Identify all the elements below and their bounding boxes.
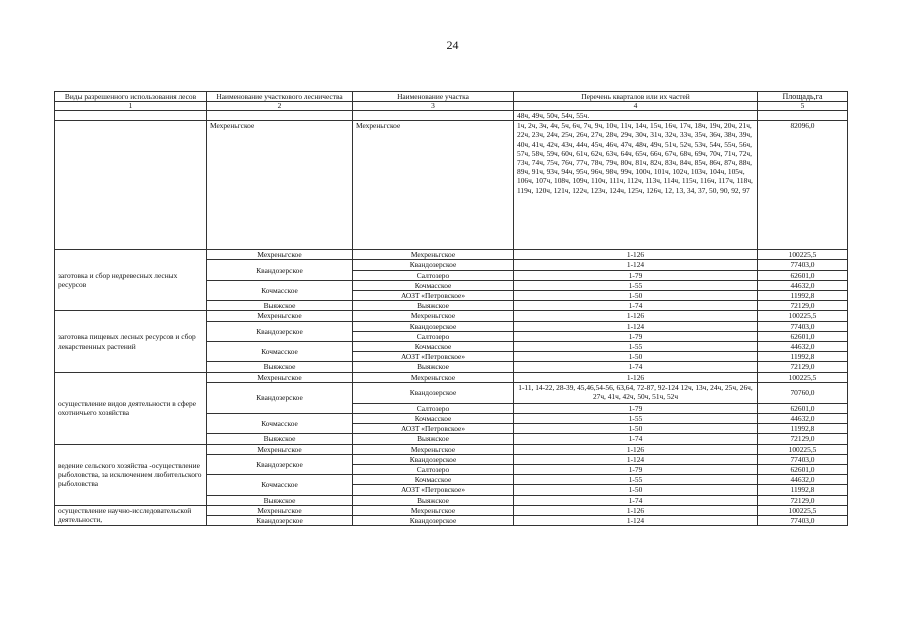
area-cell: 62601,0	[758, 331, 848, 341]
forestry-cell: Квандозерское	[207, 260, 353, 280]
site-cell: Мехреньгское	[353, 311, 514, 321]
table-header-row	[55, 92, 848, 102]
col-number: 1	[55, 102, 207, 111]
quarters-cell: 1-79	[514, 270, 758, 280]
quarters-cell: 1-126	[514, 444, 758, 454]
quarters-cell: 1-124	[514, 260, 758, 270]
site-cell: Мехреньгское	[353, 505, 514, 515]
forestry-cell: Мехреньгское	[207, 372, 353, 382]
quarters-cell: 1-55	[514, 414, 758, 424]
quarters-cell: 1-50	[514, 424, 758, 434]
header-site: Наименование участка	[353, 92, 514, 102]
forestry-cell: Мехреньгское	[207, 121, 353, 250]
quarters-cell: 1-74	[514, 362, 758, 372]
site-cell: Выяжское	[353, 495, 514, 505]
quarters-cell: 1-55	[514, 342, 758, 352]
forestry-cell: Квандозерское	[207, 382, 353, 413]
table-row	[55, 505, 848, 515]
site-cell: АОЗТ «Петровское»	[353, 485, 514, 495]
page-number: 24	[446, 38, 459, 52]
area-cell: 44632,0	[758, 475, 848, 485]
quarters-cell: 1-126	[514, 372, 758, 382]
quarters-cell: 1-79	[514, 403, 758, 413]
forestry-cell: Выяжское	[207, 362, 353, 372]
use-type-cell: заготовка и сбор недревесных лесных ресурсов	[55, 250, 207, 311]
area-cell: 77403,0	[758, 260, 848, 270]
header-quarters: Перечень кварталов или их частей	[514, 92, 758, 102]
quarters-cell: 1-74	[514, 434, 758, 444]
area-cell: 100225,5	[758, 444, 848, 454]
site-cell: Квандозерское	[353, 382, 514, 403]
header-forestry: Наименование участкового лесничества	[207, 92, 353, 102]
quarters-cell: 1-126	[514, 505, 758, 515]
forestry-cell: Квандозерское	[207, 516, 353, 526]
forestry-cell: Квандозерское	[207, 321, 353, 341]
area-cell: 11992,8	[758, 352, 848, 362]
quarters-cell: 1-74	[514, 301, 758, 311]
quarters-cell: 1ч, 2ч, 3ч, 4ч, 5ч, 6ч, 7ч, 9ч, 10ч, 11ч, 14ч, 15ч, 16ч, 17ч, 18ч, 19ч, 20ч, 21ч, 22ч, 23ч, 24ч, 25ч, 26ч, 27ч, 28ч, 29ч, 30ч, 31ч, 32ч, 33ч, 35ч, 36ч, 38ч, 39ч, 40ч, 41ч, 42ч, 43ч, 44ч, 45ч, 46ч, 47ч, 48ч, 49ч, 51ч, 52ч, 53ч, 54ч, 55ч, 56ч, 57ч, 58ч, 59ч, 60ч, 61ч, 62ч, 63ч, 64ч, 65ч, 66ч, 67ч, 68ч, 69ч, 70ч, 71ч, 72ч, 73ч, 74ч, 75ч, 76ч, 77ч, 78ч, 79ч, 80ч, 81ч, 82ч, 83ч, 84ч, 85ч, 86ч, 87ч, 88ч, 89ч, 91ч, 93ч, 94ч, 95ч, 96ч, 98ч, 99ч, 100ч, 101ч, 102ч, 103ч, 104ч, 105ч, 106ч, 107ч, 108ч, 109ч, 110ч, 111ч, 112ч, 113ч, 114ч, 115ч, 116ч, 117ч, 118ч, 119ч, 120ч, 121ч, 122ч, 123ч, 124ч, 125ч, 126ч, 12, 13, 34, 37, 50, 90, 92, 97	[514, 121, 758, 250]
forestry-cell: Кочмасское	[207, 342, 353, 362]
table-row	[55, 121, 848, 250]
quarters-cell: 1-50	[514, 485, 758, 495]
area-cell: 62601,0	[758, 465, 848, 475]
area-cell: 62601,0	[758, 403, 848, 413]
area-cell: 100225,5	[758, 505, 848, 515]
area-cell: 72129,0	[758, 301, 848, 311]
quarters-cell: 1-79	[514, 331, 758, 341]
site-cell: Кочмасское	[353, 414, 514, 424]
quarters-cell: 1-124	[514, 321, 758, 331]
site-cell: Квандозерское	[353, 454, 514, 464]
quarters-cell: 1-126	[514, 311, 758, 321]
header-area: Площадь,га	[758, 92, 848, 102]
quarters-cell: 1-55	[514, 280, 758, 290]
site-cell: Квандозерское	[353, 516, 514, 526]
table-row	[55, 311, 848, 321]
area-cell: 72129,0	[758, 362, 848, 372]
forestry-cell: Кочмасское	[207, 280, 353, 300]
table-row	[55, 250, 848, 260]
site-cell: Мехреньгское	[353, 444, 514, 454]
site-cell: Кочмасское	[353, 280, 514, 290]
site-cell: Мехреньгское	[353, 372, 514, 382]
area-cell: 11992,8	[758, 424, 848, 434]
forestry-cell: Выяжское	[207, 495, 353, 505]
site-cell: Квандозерское	[353, 321, 514, 331]
col-number: 4	[514, 102, 758, 111]
column-number-row	[55, 102, 848, 111]
use-type-cell: осуществление видов деятельности в сфере охотничьего хозяйства	[55, 372, 207, 444]
site-cell: Выяжское	[353, 434, 514, 444]
use-type-cell: осуществление научно-исследовательской деятельности,	[55, 505, 207, 525]
quarters-cell: 48ч, 49ч, 50ч, 54ч, 55ч.	[514, 111, 758, 121]
area-cell: 77403,0	[758, 321, 848, 331]
col-number: 2	[207, 102, 353, 111]
quarters-cell: 1-124	[514, 516, 758, 526]
forestry-cell: Кочмасское	[207, 475, 353, 495]
forestry-cell: Кочмасское	[207, 414, 353, 434]
site-cell: Выяжское	[353, 362, 514, 372]
area-cell: 100225,5	[758, 250, 848, 260]
area-cell: 82096,0	[758, 121, 848, 250]
forestry-cell: Мехреньгское	[207, 505, 353, 515]
area-cell: 100225,5	[758, 372, 848, 382]
quarters-cell: 1-11, 14-22, 28-39, 45,46,54-56, 63,64, 72-87, 92-124 12ч, 13ч, 24ч, 25ч, 26ч, 27ч, 41ч, 42ч, 50ч, 51ч, 52ч	[514, 382, 758, 403]
forestry-cell: Квандозерское	[207, 454, 353, 474]
site-cell: Выяжское	[353, 301, 514, 311]
site-cell: Кочмасское	[353, 342, 514, 352]
use-type-cell: ведение сельского хозяйства -осуществление рыболовства, за исключением любительского рыболовства	[55, 444, 207, 505]
table-row	[55, 372, 848, 382]
quarters-cell: 1-50	[514, 291, 758, 301]
area-cell: 62601,0	[758, 270, 848, 280]
forestry-cell: Выяжское	[207, 301, 353, 311]
site-cell: АОЗТ «Петровское»	[353, 352, 514, 362]
area-cell: 44632,0	[758, 342, 848, 352]
area-cell: 72129,0	[758, 495, 848, 505]
site-cell: Салтозеро	[353, 270, 514, 280]
area-cell: 11992,8	[758, 291, 848, 301]
area-cell: 11992,8	[758, 485, 848, 495]
header-use-type: Виды разрешенного использования лесов	[55, 92, 207, 102]
site-cell: Кочмасское	[353, 475, 514, 485]
table-row	[55, 111, 848, 121]
forestry-cell: Мехреньгское	[207, 311, 353, 321]
area-cell: 44632,0	[758, 414, 848, 424]
area-cell: 72129,0	[758, 434, 848, 444]
forest-use-table	[54, 91, 848, 526]
site-cell: АОЗТ «Петровское»	[353, 291, 514, 301]
quarters-cell: 1-74	[514, 495, 758, 505]
forestry-cell: Мехреньгское	[207, 250, 353, 260]
use-type-cell: заготовка пищевых лесных ресурсов и сбор лекарственных растений	[55, 311, 207, 372]
quarters-cell: 1-79	[514, 465, 758, 475]
area-cell: 44632,0	[758, 280, 848, 290]
area-cell: 77403,0	[758, 454, 848, 464]
area-cell: 70760,0	[758, 382, 848, 403]
site-cell: Салтозеро	[353, 403, 514, 413]
site-cell: Квандозерское	[353, 260, 514, 270]
quarters-cell: 1-124	[514, 454, 758, 464]
site-cell: Мехреньгское	[353, 121, 514, 250]
quarters-cell: 1-55	[514, 475, 758, 485]
table-row	[55, 444, 848, 454]
site-cell: Салтозеро	[353, 331, 514, 341]
site-cell: Мехреньгское	[353, 250, 514, 260]
site-cell: АОЗТ «Петровское»	[353, 424, 514, 434]
area-cell: 77403,0	[758, 516, 848, 526]
quarters-cell: 1-126	[514, 250, 758, 260]
forestry-cell: Выяжское	[207, 434, 353, 444]
quarters-cell: 1-50	[514, 352, 758, 362]
site-cell: Салтозеро	[353, 465, 514, 475]
area-cell: 100225,5	[758, 311, 848, 321]
forestry-cell: Мехреньгское	[207, 444, 353, 454]
col-number: 5	[758, 102, 848, 111]
col-number: 3	[353, 102, 514, 111]
